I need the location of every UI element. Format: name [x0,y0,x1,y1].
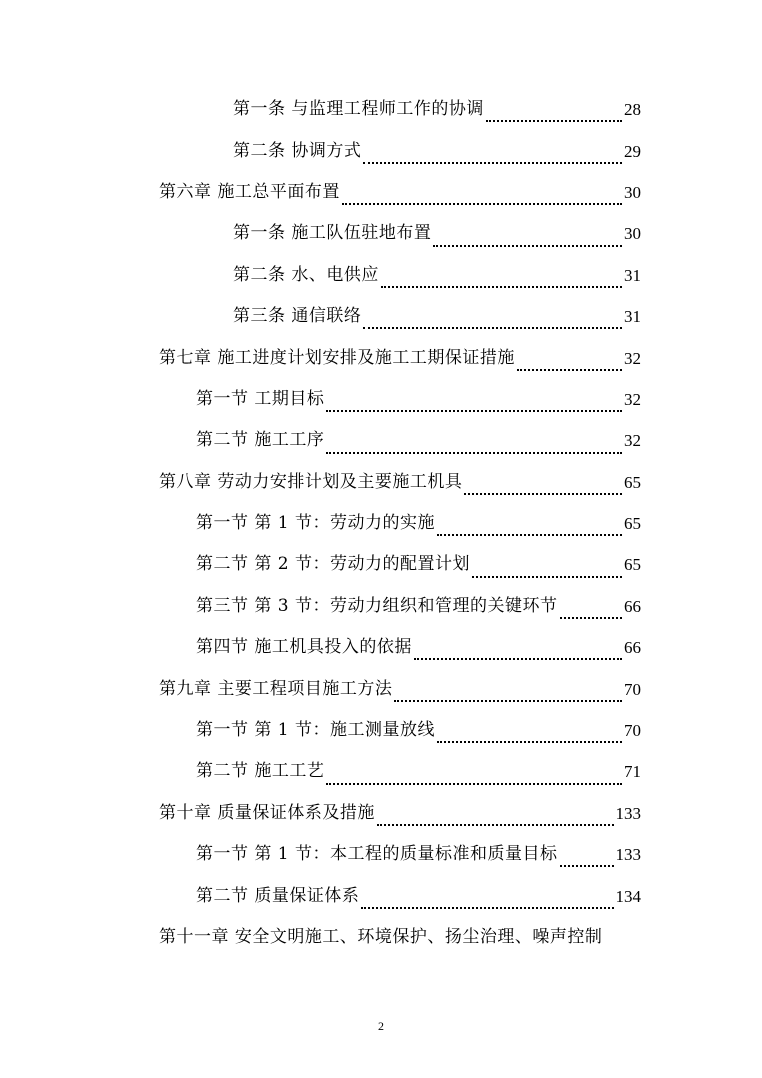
toc-entry-title: 第一节 第 1 节：劳动力的实施 [196,513,436,534]
toc-entry[interactable] [0,255,641,296]
toc-dot-leader [326,782,622,785]
toc-dot-leader [394,699,622,702]
toc-entry-title: 第六章 施工总平面布置 [159,181,340,202]
toc-entry-title: 第四节 施工机具投入的依据 [196,637,412,658]
toc-entry[interactable] [0,172,641,213]
toc-entry-title: 第一节 第 1 节：施工测量放线 [196,720,436,741]
toc-entry-title: 第二节 质量保证体系 [196,885,360,906]
toc-entry[interactable] [0,130,641,171]
toc-entry-title: 第二条 协调方式 [233,140,362,161]
toc-entry[interactable] [0,89,641,130]
toc-entry-page: 32 [624,431,641,451]
toc-dot-leader [437,740,622,743]
toc-dot-leader [342,202,622,205]
toc-entry-title: 第二节 施工工艺 [196,761,325,782]
toc-entry-title: 第十章 质量保证体系及措施 [159,802,375,823]
toc-entry-page: 31 [624,307,641,327]
toc-entry[interactable] [0,793,641,834]
toc-entry-page: 31 [624,265,641,285]
toc-entry-title: 第一节 工期目标 [196,388,325,409]
toc-dot-leader [361,906,613,909]
toc-entry[interactable] [0,503,641,544]
toc-dot-leader [433,244,622,247]
toc-entry[interactable] [0,213,641,254]
toc-dot-leader [326,409,622,412]
toc-entry-page: 65 [624,555,641,575]
toc-entry-title: 第一条 施工队伍驻地布置 [233,223,432,244]
toc-entry[interactable] [0,834,641,875]
toc-dot-leader [437,533,622,536]
toc-dot-leader [560,616,622,619]
toc-entry-page: 29 [624,141,641,161]
toc-dot-leader [560,864,614,867]
toc-entry-page: 28 [624,100,641,120]
toc-entry-page: 66 [624,596,641,616]
table-of-contents [0,89,762,958]
toc-entry-page: 30 [624,224,641,244]
toc-entry[interactable] [0,751,641,792]
toc-entry[interactable] [0,586,641,627]
toc-dot-leader [517,368,622,371]
toc-dot-leader [363,326,622,329]
toc-entry[interactable] [0,875,641,916]
toc-entry-page: 134 [615,886,641,906]
toc-dot-leader [377,823,614,826]
toc-entry-title: 第八章 劳动力安排计划及主要施工机具 [159,471,463,492]
toc-entry-title: 第三节 第 3 节：劳动力组织和管理的关键环节 [196,595,558,616]
toc-entry-page: 133 [615,803,641,823]
toc-dot-leader [326,451,622,454]
toc-entry[interactable] [0,420,641,461]
page-number: 2 [378,1019,384,1033]
toc-dot-leader [464,492,622,495]
toc-dot-leader [486,119,622,122]
toc-entry-page: 65 [624,514,641,534]
toc-entry-page: 65 [624,472,641,492]
toc-entry-page: 32 [624,389,641,409]
toc-entry-page: 30 [624,182,641,202]
toc-entry[interactable] [0,710,641,751]
toc-entry-title: 第三条 通信联络 [233,306,362,327]
toc-entry-page: 66 [624,638,641,658]
toc-entry-title: 第九章 主要工程项目施工方法 [159,678,393,699]
toc-dot-leader [414,657,622,660]
toc-entry-title: 第二节 施工工序 [196,430,325,451]
toc-entry-title: 第七章 施工进度计划安排及施工工期保证措施 [159,347,515,368]
toc-entry-page: 71 [624,762,641,782]
toc-entry-title: 第十一章 安全文明施工、环境保护、扬尘治理、噪声控制 [159,927,603,947]
toc-entry[interactable] [0,627,641,668]
toc-entry-title: 第二节 第 2 节：劳动力的配置计划 [196,554,471,575]
toc-entry-page: 70 [624,679,641,699]
toc-entry[interactable] [0,544,641,585]
toc-entry[interactable] [0,917,762,958]
toc-dot-leader [363,161,622,164]
toc-entry[interactable] [0,337,641,378]
toc-entry-page: 133 [615,845,641,865]
toc-entry-title: 第二条 水、电供应 [233,264,379,285]
toc-entry-title: 第一条 与监理工程师工作的协调 [233,99,484,120]
toc-entry[interactable] [0,296,641,337]
toc-dot-leader [472,575,622,578]
toc-entry-page: 70 [624,721,641,741]
toc-entry-title: 第一节 第 1 节：本工程的质量标准和质量目标 [196,844,558,865]
toc-dot-leader [381,285,622,288]
toc-entry[interactable] [0,668,641,709]
toc-entry[interactable] [0,379,641,420]
toc-entry[interactable] [0,462,641,503]
toc-entry-page: 32 [624,348,641,368]
